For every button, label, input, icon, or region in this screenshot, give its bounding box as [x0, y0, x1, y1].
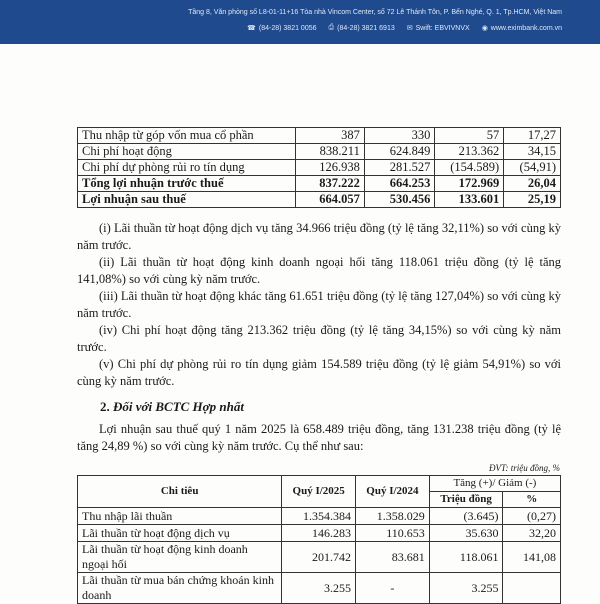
note-iv: (iv) Chi phí hoạt động tăng 213.362 triệu đồng (tỷ lệ tăng 34,15%) so với cùng kỳ năm trước.: [77, 323, 561, 354]
table-header-row: [78, 476, 561, 492]
row-value: 387: [296, 128, 365, 144]
row-value: 664.253: [364, 176, 435, 192]
table-row: [78, 573, 561, 604]
phone-icon: ☎: [247, 25, 256, 32]
row-label: Chi phí dự phòng rủi ro tín dụng: [78, 160, 296, 176]
header-q2024: Quý I/2024: [356, 476, 430, 508]
website-contact: [482, 24, 562, 32]
table-row: [78, 176, 561, 192]
header-percent: %: [503, 492, 561, 508]
row-label: Lợi nhuận sau thuế: [78, 192, 296, 208]
note-ii: (ii) Lãi thuần từ hoạt động kinh doanh ngoại hối tăng 118.061 triệu đồng (tỷ lệ tăng 141,08%) so với cùng kỳ năm trước.: [77, 255, 561, 286]
fax-contact: [329, 24, 395, 32]
table-row: [78, 508, 561, 525]
table-row: [78, 144, 561, 160]
row-value: 17,27: [504, 128, 561, 144]
row-value: 213.362: [435, 144, 504, 160]
section-number: 2.: [100, 399, 110, 414]
row-label: Tổng lợi nhuận trước thuế: [78, 176, 296, 192]
row-value: (3.645): [429, 508, 503, 525]
phone-number: (84-28) 3821 0056: [258, 24, 317, 32]
table-row: [78, 160, 561, 176]
row-value: 330: [364, 128, 435, 144]
section-heading: [100, 399, 244, 415]
row-value: 118.061: [429, 542, 503, 573]
row-label: Chi phí hoạt động: [78, 144, 296, 160]
swift-icon: ✉: [406, 25, 413, 32]
consolidated-results-table: [77, 475, 561, 604]
row-value: 837.222: [296, 176, 365, 192]
row-label: Lãi thuần từ hoạt động dịch vụ: [78, 525, 282, 542]
row-value: 83.681: [356, 542, 430, 573]
row-value: 146.283: [282, 525, 356, 542]
row-value: 126.938: [296, 160, 365, 176]
row-value: -: [356, 573, 430, 604]
row-value: 281.527: [364, 160, 435, 176]
row-label: Lãi thuần từ hoạt động kinh doanh ngoại hối: [78, 542, 282, 573]
note-iii: (iii) Lãi thuần từ hoạt động khác tăng 61.651 triệu đồng (tỷ lệ tăng 127,04%) so với cùng kỳ năm trước.: [77, 289, 561, 320]
row-value: 25,19: [504, 192, 561, 208]
row-value: [503, 573, 561, 604]
table-row: [78, 542, 561, 573]
parent-results-table: [77, 127, 561, 208]
note-v: (v) Chi phí dự phòng rủi ro tín dụng giảm 154.589 triệu đồng (tỷ lệ giảm 54,91%) so với cùng kỳ năm trước.: [77, 357, 561, 388]
row-value: 34,15: [504, 144, 561, 160]
header-change: Tăng (+)/ Giảm (-): [429, 476, 560, 492]
row-value: 133.601: [435, 192, 504, 208]
header-million: Triệu đồng: [429, 492, 503, 508]
row-value: (54,91): [504, 160, 561, 176]
row-value: 1.358.029: [356, 508, 430, 525]
fax-icon: ⎙: [328, 24, 335, 31]
row-value: 664.057: [296, 192, 365, 208]
row-value: 624.849: [364, 144, 435, 160]
row-value: 3.255: [429, 573, 503, 604]
globe-icon: ◉: [481, 25, 488, 32]
header-item: Chi tiêu: [78, 476, 282, 508]
row-value: 1.354.384: [282, 508, 356, 525]
row-value: 32,20: [503, 525, 561, 542]
table-row: [78, 128, 561, 144]
row-value: 3.255: [282, 573, 356, 604]
swift-code: Swift: EBVIVNVX: [415, 24, 470, 32]
row-value: 57: [435, 128, 504, 144]
row-value: 110.653: [356, 525, 430, 542]
letterhead-banner: [0, 0, 600, 44]
website-url: www.eximbank.com.vn: [490, 24, 562, 32]
phone-contact: [247, 24, 316, 32]
row-value: (154.589): [435, 160, 504, 176]
row-value: (0,27): [503, 508, 561, 525]
contact-line: [247, 24, 562, 32]
section-intro: Lợi nhuận sau thuế quý 1 năm 2025 là 658.489 triệu đồng, tăng 131.238 triệu đồng (tỷ lệ tăng 24,89 %) so với cùng kỳ năm trước. Cụ thể như sau:: [77, 422, 561, 453]
row-value: 838.211: [296, 144, 365, 160]
swift-contact: [407, 24, 470, 32]
fax-number: (84-28) 3821 6913: [337, 24, 395, 32]
row-label: Thu nhập từ góp vốn mua cổ phần: [78, 128, 296, 144]
table-row: [78, 525, 561, 542]
row-value: 172.969: [435, 176, 504, 192]
row-label: Thu nhập lãi thuần: [78, 508, 282, 525]
row-value: 201.742: [282, 542, 356, 573]
row-value: 35.630: [429, 525, 503, 542]
unit-note: ĐVT: triệu đồng, %: [489, 463, 560, 473]
table-row: [78, 192, 561, 208]
section-title: Đối với BCTC Hợp nhất: [113, 399, 244, 414]
row-value: 530.456: [364, 192, 435, 208]
row-label: Lãi thuần từ mua bán chứng khoán kinh doanh: [78, 573, 282, 604]
row-value: 141,08: [503, 542, 561, 573]
note-i: (i) Lãi thuần từ hoạt động dịch vụ tăng 34.966 triệu đồng (tỷ lệ tăng 32,11%) so với cùng kỳ năm trước.: [77, 221, 561, 252]
company-address: Tầng 8, Văn phòng số L8-01-11+16 Tòa nhà Vincom Center, số 72 Lê Thánh Tôn, P. Bến Nghé, Q. 1, Tp.HCM, Việt Nam: [188, 9, 562, 16]
header-q2025: Quý I/2025: [282, 476, 356, 508]
row-value: 26,04: [504, 176, 561, 192]
